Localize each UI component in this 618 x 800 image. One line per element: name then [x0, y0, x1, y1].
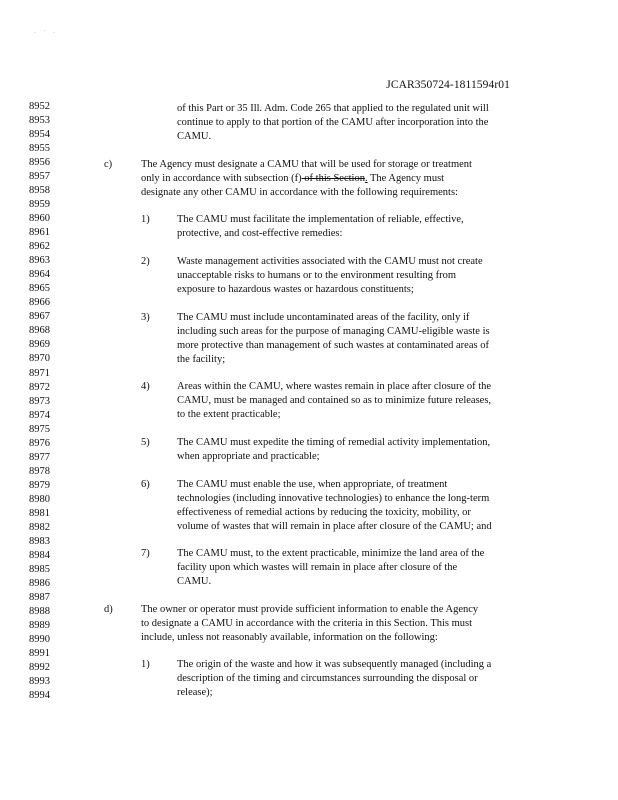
text-line: effectiveness of remedial actions by reducing the toxicity, mobility, or	[177, 507, 471, 518]
text-line: more protective than management of such wastes at contaminated areas of	[177, 340, 489, 351]
text-line: CAMU, must be managed and contained so as to minimize future releases,	[177, 395, 492, 406]
item-number: 3)	[141, 312, 150, 323]
text-line: The origin of the waste and how it was subsequently managed (including a	[177, 659, 492, 670]
line-number: 8988	[29, 605, 50, 617]
line-number: 8984	[29, 549, 50, 561]
line-number: 8990	[29, 633, 50, 645]
line-number: 8980	[29, 493, 50, 505]
text-line: to the extent practicable;	[177, 409, 281, 420]
line-number: 8994	[29, 690, 50, 701]
text-line: include, unless not reasonably available, information on the following:	[141, 632, 438, 643]
item-number: 7)	[141, 548, 150, 559]
line-number: 8976	[29, 437, 50, 449]
line-number: 8965	[29, 283, 50, 295]
line-number: 8970	[29, 353, 50, 365]
line-number: 8954	[29, 129, 50, 140]
text-fragment: The Agency must	[367, 173, 445, 184]
text-line: release);	[177, 687, 213, 698]
line-number: 8955	[29, 143, 50, 155]
line-number: 8967	[29, 311, 50, 323]
line-number: 8956	[29, 157, 50, 169]
line-number: 8968	[29, 325, 50, 337]
line-number: 8993	[29, 676, 50, 687]
text-line: The CAMU must expedite the timing of remedial activity implementation,	[177, 437, 491, 448]
text-line: description of the timing and circumstances surrounding the disposal or	[177, 673, 478, 684]
text-line: CAMU.	[177, 576, 212, 587]
item-number: 1)	[141, 214, 150, 225]
text-line: The CAMU must enable the use, when appropriate, of treatment	[177, 479, 448, 490]
deleted-text: of this Section	[301, 173, 365, 184]
text-line: continue to apply to that portion of the CAMU after incorporation into the	[177, 117, 489, 128]
line-number: 8974	[29, 409, 50, 421]
line-number: 8972	[29, 381, 50, 393]
line-number: 8985	[29, 563, 50, 575]
text-line: unacceptable risks to humans or to the environment resulting from	[177, 270, 457, 281]
text-line: to designate a CAMU in accordance with the criteria in this Section. This must	[141, 618, 473, 629]
line-number: 8969	[29, 339, 50, 351]
line-number: 8963	[29, 255, 50, 267]
section-marker-c: c)	[104, 159, 113, 170]
text-line: CAMU.	[177, 131, 212, 142]
inserted-text: .	[364, 173, 368, 184]
text-line: of this Part or 35 Ill. Adm. Code 265 that applied to the regulated unit will	[177, 103, 489, 114]
line-number: 8978	[29, 465, 50, 477]
item-number: 5)	[141, 437, 150, 448]
line-number: 8986	[29, 577, 50, 589]
line-number: 8982	[29, 521, 50, 533]
line-number: 8960	[29, 213, 50, 225]
item-number: 2)	[141, 256, 150, 267]
scan-specks: · ˙ ·	[34, 30, 58, 36]
text-line: The CAMU must include uncontaminated areas of the facility, only if	[177, 312, 470, 323]
text-line: The Agency must designate a CAMU that will be used for storage or treatment	[141, 159, 472, 170]
text-line: Waste management activities associated with the CAMU must not create	[177, 256, 483, 267]
line-number: 8973	[29, 395, 50, 407]
line-number: 8957	[29, 171, 50, 183]
line-number: 8979	[29, 479, 50, 491]
text-fragment: only in accordance with subsection (f)	[141, 173, 302, 184]
line-number: 8991	[29, 647, 50, 659]
text-line: Areas within the CAMU, where wastes remain in place after closure of the	[177, 381, 492, 392]
line-number: 8958	[29, 185, 50, 197]
text-line: technologies (including innovative technologies) to enhance the long-term	[177, 493, 490, 504]
text-line: designate any other CAMU in accordance with the following requirements:	[141, 187, 458, 198]
text-line: the facility;	[177, 354, 226, 365]
text-line: volume of wastes that will remain in place after closure of the CAMU; and	[177, 521, 492, 532]
text-line: protective, and cost-effective remedies:	[177, 228, 343, 239]
text-line-amended	[141, 173, 444, 185]
text-line: including such areas for the purpose of managing CAMU-eligible waste is	[177, 326, 490, 337]
text-fragment	[365, 173, 444, 184]
line-number: 8959	[29, 199, 50, 211]
line-number: 8953	[29, 115, 50, 126]
line-number: 8952	[29, 101, 50, 112]
line-number: 8975	[29, 423, 50, 435]
line-number: 8977	[29, 451, 50, 463]
line-number: 8961	[29, 227, 50, 239]
document-id: JCAR350724-1811594r01	[386, 79, 510, 91]
line-number: 8992	[29, 662, 50, 673]
text-line: The CAMU must, to the extent practicable, minimize the land area of the	[177, 548, 485, 559]
line-number: 8962	[29, 241, 50, 253]
section-marker-d: d)	[104, 604, 113, 615]
line-number: 8966	[29, 297, 50, 309]
line-number: 8989	[29, 619, 50, 631]
item-number: 6)	[141, 479, 150, 490]
line-number: 8971	[29, 367, 50, 379]
item-number: 1)	[141, 659, 150, 670]
item-number: 4)	[141, 381, 150, 392]
line-number: 8981	[29, 507, 50, 519]
text-line: The CAMU must facilitate the implementation of reliable, effective,	[177, 214, 464, 225]
text-line: facility upon which wastes will remain in place after closure of the	[177, 562, 458, 573]
line-number: 8987	[29, 591, 50, 603]
text-line: exposure to hazardous wastes or hazardous constituents;	[177, 284, 414, 295]
text-line: when appropriate and practicable;	[177, 451, 320, 462]
line-number: 8964	[29, 269, 50, 281]
line-number: 8983	[29, 535, 50, 547]
text-line: The owner or operator must provide sufficient information to enable the Agency	[141, 604, 479, 615]
